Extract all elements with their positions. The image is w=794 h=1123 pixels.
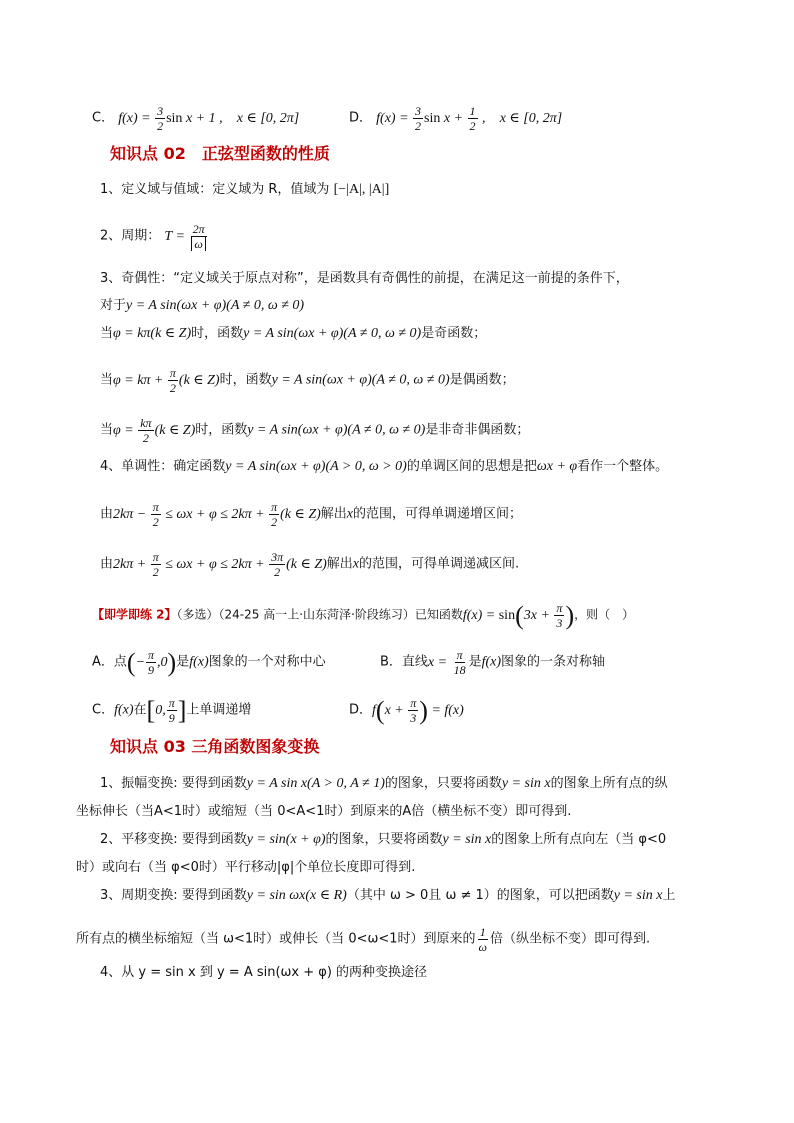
s2-item4 bbox=[100, 458, 668, 476]
practice-c-post: 上单调递增 bbox=[186, 702, 252, 718]
s2-even-func: y = A sin(ωx + φ)(A ≠ 0, ω ≠ 0) bbox=[271, 372, 450, 388]
practice-a-fx: f(x) bbox=[189, 654, 209, 670]
option-d-domain: x ∈ [0, 2π] bbox=[499, 110, 563, 126]
practice-b-post: 是 bbox=[468, 654, 482, 670]
s2-dec-x: x bbox=[352, 556, 359, 572]
s3-p2 bbox=[100, 831, 666, 849]
s3-p2-line2: 时）或向右（当 φ<0时）平行移动|φ|个单位长度即可得到. bbox=[76, 860, 416, 875]
practice-option-d bbox=[349, 696, 464, 725]
s3-p1-f1: y = A sin x(A > 0, A ≠ 1) bbox=[246, 776, 385, 791]
section-2-title: 知识点 02 正弦型函数的性质 bbox=[110, 144, 330, 163]
s3-p1-line2: 坐标伸长（当A<1时）或缩短（当 0<A<1时）到原来的A倍（横坐标不变）即可得到. bbox=[76, 804, 572, 819]
s2-neither-mid: 时，函数 bbox=[195, 422, 248, 438]
s3-p4: 4、从 y = sin x 到 y = A sin(ωx + φ) 的两种变换途径 bbox=[100, 965, 428, 980]
practice-b-fx: f(x) bbox=[481, 654, 502, 670]
s3-p1-c: 的图象上所有点的纵 bbox=[550, 776, 668, 791]
s2-item3: 3、奇偶性：“定义域关于原点对称”，是函数具有奇偶性的前提，在满足这一前提的条件下， bbox=[100, 271, 629, 286]
practice-c-label: C． bbox=[92, 702, 115, 718]
s3-p2-c: 的图象上所有点向左（当 φ<0 bbox=[491, 832, 667, 847]
practice-d-label: D． bbox=[349, 702, 373, 718]
section-3-title: 知识点 03 三角函数图象变换 bbox=[110, 737, 320, 756]
practice-a-label: A．点 bbox=[92, 654, 127, 670]
s3-p1-a: 1、振幅变换: 要得到函数 bbox=[100, 776, 247, 791]
s2-for-text: 对于 bbox=[100, 298, 127, 313]
s2-item4-whole: ωx + φ bbox=[536, 459, 578, 474]
practice-a-post2: 图象的一个对称中心 bbox=[208, 654, 326, 670]
s2-item1 bbox=[100, 181, 389, 199]
s3-p2-f2: y = sin x bbox=[442, 832, 492, 847]
s2-item2-text: 2、周期： bbox=[100, 228, 161, 244]
practice-c-fx: f(x) bbox=[114, 702, 134, 718]
practice-option-c bbox=[92, 696, 251, 725]
s2-item4-func: y = A sin(ωx + φ)(A > 0, ω > 0) bbox=[225, 459, 407, 474]
practice-d-expr: f(x + $\frac{\pi}{3}$ ) = f(x) bbox=[372, 695, 464, 725]
practice-b-post2: 图象的一条对称轴 bbox=[501, 654, 606, 670]
s2-increasing bbox=[100, 500, 522, 529]
s2-odd-mid: 时，函数 bbox=[191, 326, 244, 341]
practice-b-line: x = $\frac{\pi}{18}$ bbox=[427, 648, 466, 677]
s2-odd-cond: φ = kπ(k ∈ Z) bbox=[113, 326, 192, 341]
s2-dec-pre: 由 bbox=[100, 556, 114, 572]
s2-item3-for bbox=[100, 297, 304, 315]
practice-b-label: B．直线 bbox=[380, 654, 428, 670]
option-d-label: D． bbox=[349, 110, 373, 126]
s2-dec-post2: 的范围，可得单调递减区间. bbox=[359, 556, 520, 572]
practice-2-text: （多选）（24-25 高一上·山东菏泽·阶段练习）已知函数 bbox=[176, 607, 463, 622]
option-c bbox=[92, 104, 299, 133]
s2-inc-x: x bbox=[346, 506, 353, 522]
s2-inc-ineq: 2kπ − $\frac{\pi}{2}$ ≤ ωx + φ ≤ 2kπ + $\frac{\pi}{2}$ (k ∈ Z) bbox=[113, 500, 321, 529]
s2-neither-pre: 当 bbox=[100, 422, 114, 438]
s2-neither-func: y = A sin(ωx + φ)(A ≠ 0, ω ≠ 0) bbox=[247, 422, 426, 438]
s2-inc-post2: 的范围，可得单调递增区间； bbox=[353, 506, 523, 522]
s2-odd-pre: 当 bbox=[100, 326, 114, 341]
s3-p3-f2: y = sin x bbox=[613, 888, 663, 903]
s3-p3-line2a: 所有点的横坐标缩短（当 ω<1时）或伸长（当 0<ω<1时）到原来的 bbox=[76, 931, 476, 947]
option-c-domain: x ∈ [0, 2π] bbox=[236, 110, 300, 126]
s2-neither bbox=[100, 416, 529, 445]
practice-2-end: ，则（ ） bbox=[574, 607, 635, 622]
s2-neither-post: 是非奇非偶函数； bbox=[425, 422, 530, 438]
practice-a-post: 是 bbox=[176, 654, 190, 670]
s3-p3-b: （其中 ω > 0且 ω ≠ 1）的图象，可以把函数 bbox=[346, 888, 614, 903]
s2-odd-post: 是奇函数； bbox=[421, 326, 487, 341]
practice-2-stem bbox=[92, 601, 634, 630]
s3-p2-a: 2、平移变换: 要得到函数 bbox=[100, 832, 247, 847]
s3-p3-c: 上 bbox=[662, 888, 676, 903]
option-c-label: C． bbox=[92, 110, 115, 126]
s3-p1-f2: y = sin x bbox=[501, 776, 551, 791]
s2-dec-post: 解出 bbox=[326, 556, 353, 572]
s2-odd-func: y = A sin(ωx + φ)(A ≠ 0, ω ≠ 0) bbox=[243, 326, 422, 341]
s2-item4-mid: 的单调区间的思想是把 bbox=[406, 459, 537, 474]
s3-p3-line2 bbox=[76, 925, 650, 954]
s2-inc-post: 解出 bbox=[320, 506, 347, 522]
s2-neither-cond: φ = $\frac{k\pi}{2}$ (k ∈ Z) bbox=[113, 416, 196, 445]
s3-p2-f1: y = sin(x + φ) bbox=[246, 832, 326, 847]
s3-p1 bbox=[100, 775, 668, 793]
s2-even bbox=[100, 366, 515, 395]
period-formula: T = $\frac{2\pi}{\omega}$ bbox=[164, 222, 205, 251]
s2-even-cond: φ = kπ + $\frac{\pi}{2}$ (k ∈ Z) bbox=[113, 366, 220, 395]
option-d bbox=[349, 104, 562, 133]
s2-even-mid: 时，函数 bbox=[219, 372, 272, 388]
practice-2-func: f(x) = sin(3x + $\frac{\pi}{3}$ ) bbox=[462, 600, 575, 630]
s3-p3-f1: y = sin ωx(x ∈ R) bbox=[246, 888, 347, 903]
option-c-expr: f(x) = $\frac{3}{2}$ sin x + 1 , bbox=[118, 104, 223, 133]
s2-item4-text: 4、单调性：确定函数 bbox=[100, 459, 226, 474]
s2-inc-pre: 由 bbox=[100, 506, 114, 522]
option-d-expr: f(x) = $\frac{3}{2}$ sin x + $\frac{1}{2}$ , bbox=[376, 104, 486, 133]
s2-item2 bbox=[100, 222, 209, 251]
s2-decreasing bbox=[100, 550, 519, 579]
s2-even-post: 是偶函数； bbox=[449, 372, 515, 388]
s3-p1-b: 的图象，只要将函数 bbox=[384, 776, 502, 791]
s2-dec-ineq: 2kπ + $\frac{\pi}{2}$ ≤ ωx + φ ≤ 2kπ + $\frac{3\pi}{2}$ (k ∈ Z) bbox=[113, 550, 327, 579]
s2-odd bbox=[100, 325, 486, 343]
s3-p3-recip: $\frac{1}{\omega}$ bbox=[478, 925, 488, 954]
s3-p3-line2b: 倍（纵坐标不变）即可得到. bbox=[490, 931, 651, 947]
practice-2-tag: 【即学即练 2】 bbox=[92, 607, 177, 622]
s2-for-expr: y = A sin(ωx + φ)(A ≠ 0, ω ≠ 0) bbox=[126, 298, 305, 313]
s3-p2-b: 的图象，只要将函数 bbox=[325, 832, 443, 847]
s2-even-pre: 当 bbox=[100, 372, 114, 388]
s3-p3-a: 3、周期变换: 要得到函数 bbox=[100, 888, 247, 903]
practice-a-point: (− $\frac{\pi}{9}$ ,0) bbox=[126, 647, 177, 677]
s2-item4-post: 看作一个整体。 bbox=[577, 459, 669, 474]
practice-c-interval: [0, $\frac{\pi}{9}$ ] bbox=[146, 695, 187, 725]
s2-item1-range: [−|A|, |A|] bbox=[333, 182, 390, 197]
practice-option-a bbox=[92, 648, 326, 677]
s3-p3 bbox=[100, 887, 676, 905]
s2-item1-text: 1、定义域与值域：定义域为 R，值域为 bbox=[100, 182, 330, 197]
practice-option-b bbox=[380, 648, 605, 677]
practice-c-mid: 在 bbox=[133, 702, 147, 718]
